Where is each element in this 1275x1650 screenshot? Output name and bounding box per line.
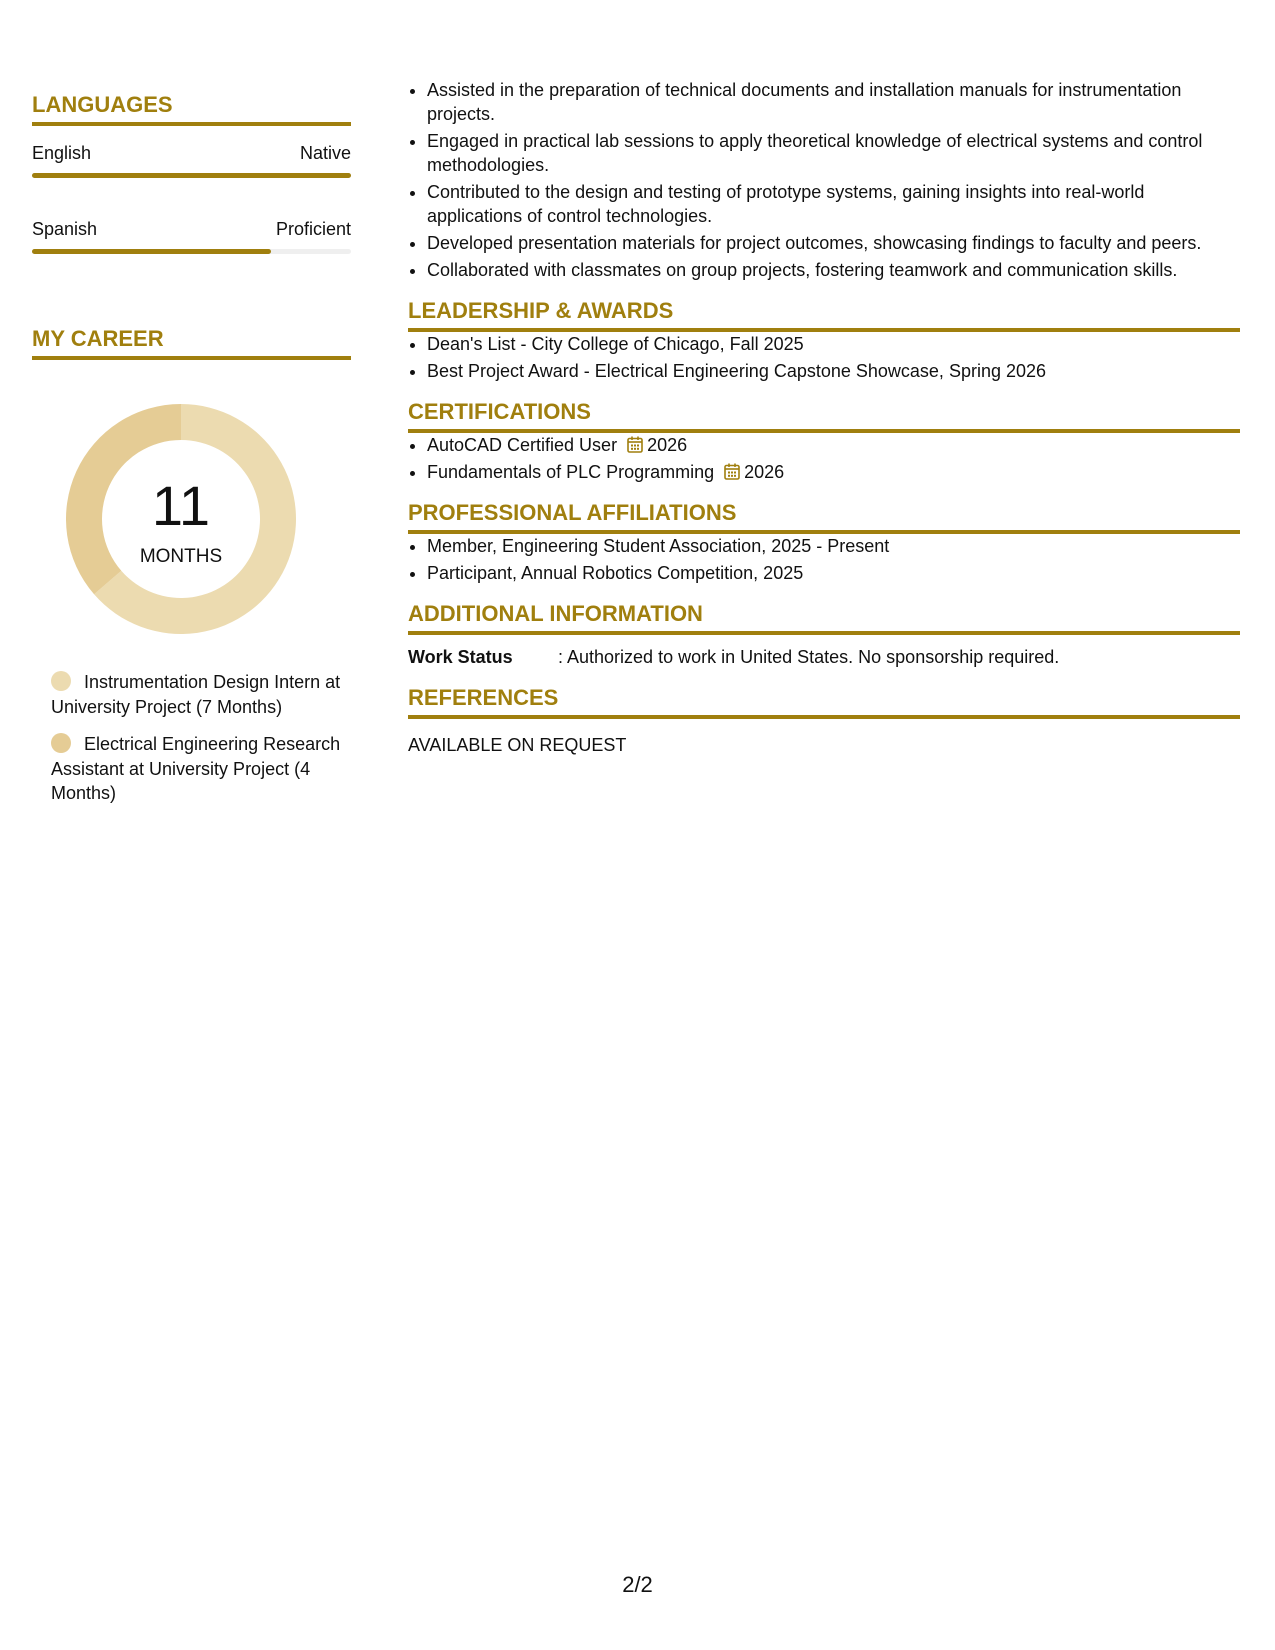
language-bar-fill xyxy=(32,249,271,254)
calendar-icon xyxy=(724,463,740,480)
language-bar-fill xyxy=(32,173,351,178)
cert-year: 2026 xyxy=(647,435,688,455)
list-item: • Engaged in practical lab sessions to apply theoretical knowledge of electrical systems and control methodologies. xyxy=(427,129,1240,177)
language-level: Native xyxy=(299,143,351,163)
references-text: AVAILABLE ON REQUEST xyxy=(408,735,627,755)
cert-name: AutoCAD Certified User xyxy=(427,435,618,455)
experience-bullets xyxy=(408,78,1240,282)
legend-dot-icon xyxy=(51,733,71,753)
cert-year: 2026 xyxy=(744,462,785,482)
legend-label: Electrical Engineering Research Assistant at University Project (4 Months) xyxy=(51,734,341,803)
legend-label: Instrumentation Design Intern at University Project (7 Months) xyxy=(51,672,341,717)
certifications-title: CERTIFICATIONS xyxy=(408,399,1240,433)
language-level: Proficient xyxy=(275,219,351,239)
language-bar xyxy=(32,249,351,254)
list-item: • Contributed to the design and testing of prototype systems, gaining insights into real-world applications of control technologies. xyxy=(427,180,1240,228)
legend-dot-icon xyxy=(51,671,71,691)
work-status-row xyxy=(408,645,1240,669)
list-item: • Member, Engineering Student Association, 2025 - Present xyxy=(427,534,1240,558)
languages-title: LANGUAGES xyxy=(32,92,351,126)
cert-name: Fundamentals of PLC Programming xyxy=(427,462,715,482)
references-title: REFERENCES xyxy=(408,685,1240,719)
work-status-label: Work Status xyxy=(408,647,513,667)
legend-item xyxy=(51,670,351,719)
work-status-value: : Authorized to work in United States. No sponsorship required. xyxy=(558,647,1060,667)
right-column xyxy=(408,78,1240,757)
list-item: • Best Project Award - Electrical Engineering Capstone Showcase, Spring 2026 xyxy=(427,359,1240,383)
leadership-title: LEADERSHIP & AWARDS xyxy=(408,298,1240,332)
list-item: • Developed presentation materials for project outcomes, showcasing findings to faculty and peers. xyxy=(427,231,1240,255)
additional-title: ADDITIONAL INFORMATION xyxy=(408,601,1240,635)
leadership-list xyxy=(408,332,1240,383)
career-legend xyxy=(51,670,351,806)
left-column xyxy=(32,92,351,819)
language-name: Spanish xyxy=(32,219,98,239)
language-spanish xyxy=(32,218,351,254)
career-donut-chart xyxy=(66,404,296,634)
career-title: MY CAREER xyxy=(32,326,351,360)
career-section xyxy=(32,326,351,806)
affiliations-title: PROFESSIONAL AFFILIATIONS xyxy=(408,500,1240,534)
list-item xyxy=(427,433,1240,457)
certifications-list xyxy=(408,433,1240,484)
language-name: English xyxy=(32,143,92,163)
list-item: • Dean's List - City College of Chicago, Fall 2025 xyxy=(427,332,1240,356)
page-number: 2/2 xyxy=(622,1572,653,1597)
language-bar xyxy=(32,173,351,178)
career-total-number: 11 xyxy=(151,474,211,537)
legend-item xyxy=(51,732,351,806)
list-item: • Participant, Annual Robotics Competition, 2025 xyxy=(427,561,1240,585)
career-total-unit: MONTHS xyxy=(139,546,223,567)
list-item xyxy=(427,460,1240,484)
language-english xyxy=(32,142,351,178)
list-item: • Collaborated with classmates on group projects, fostering teamwork and communication skills. xyxy=(427,258,1240,282)
list-item: • Assisted in the preparation of technical documents and installation manuals for instrumentation projects. xyxy=(427,78,1240,126)
affiliations-list xyxy=(408,534,1240,585)
calendar-icon xyxy=(627,436,643,453)
